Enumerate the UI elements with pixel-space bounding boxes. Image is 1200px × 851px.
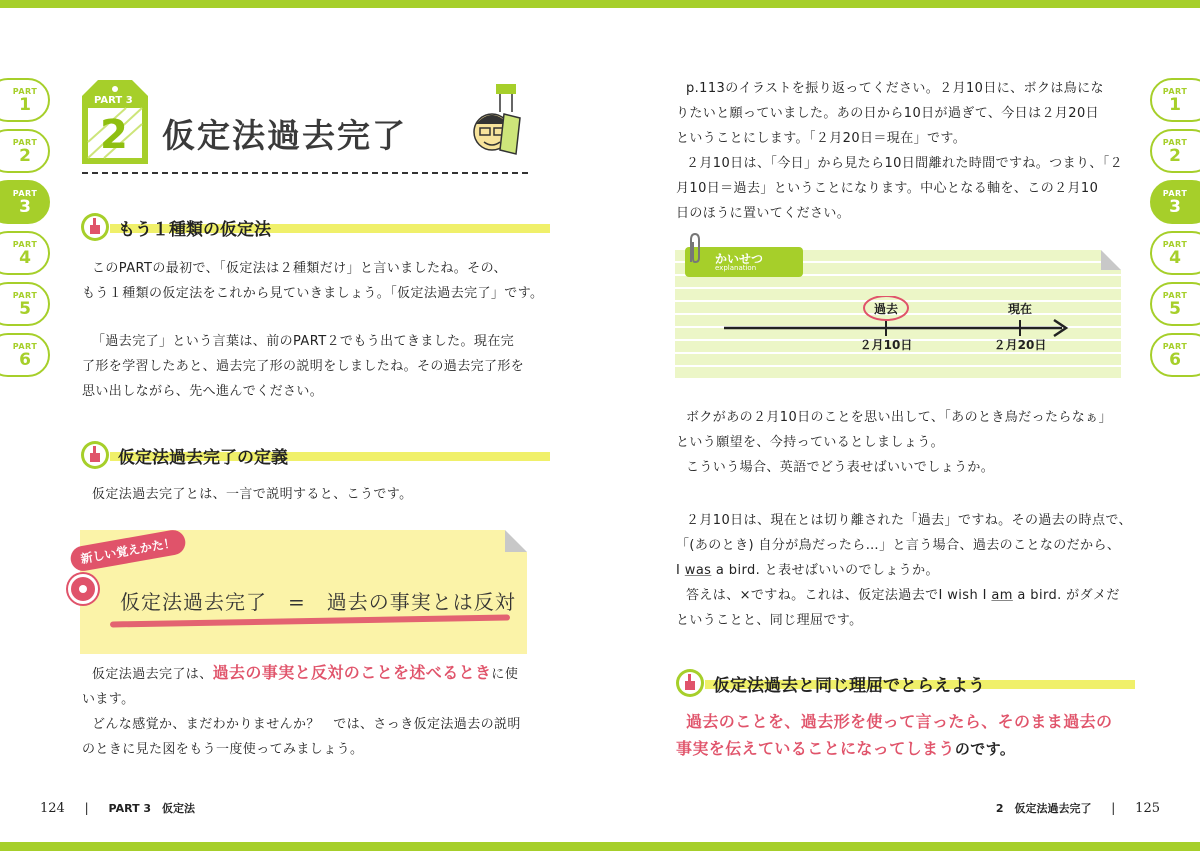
paragraph — [676, 708, 1113, 764]
new-tip-badge: 新しい覚えかた！ — [69, 528, 188, 573]
title-divider — [82, 172, 528, 174]
timeline-now-label: 現在 — [1007, 302, 1033, 316]
emphasis-text: 過去のことを、過去形を使って言ったら、そのまま過去の — [686, 712, 1113, 731]
page-number: 125 — [1135, 801, 1160, 816]
text-line: ということと、同じ理屈です。 — [676, 613, 863, 628]
tab-label: PART — [1162, 137, 1188, 147]
tab-number: 6 — [1169, 349, 1181, 370]
text-line: 月10日＝過去」ということになります。中心となる軸を、この２月10 — [676, 181, 1099, 196]
text-segment: a bird. がダメだ — [1012, 588, 1120, 603]
folded-corner — [505, 530, 527, 552]
tab-number: 4 — [1169, 247, 1181, 268]
memory-tip-box — [80, 530, 527, 654]
tab-part-3[interactable] — [1150, 180, 1200, 224]
text-line: どんな感覚か、まだわかりませんか？ では、さっき仮定法過去の説明 — [92, 717, 521, 732]
text-line — [686, 583, 1132, 608]
tab-part-1[interactable] — [0, 78, 50, 122]
section-number: 2 — [100, 112, 128, 158]
emphasis-text: 事実を伝えていることになってしまう — [676, 739, 955, 758]
explanation-subtitle: explanation — [715, 264, 757, 272]
tab-label: PART — [12, 239, 38, 249]
paragraph — [82, 256, 544, 306]
page-number: 124 — [40, 801, 65, 816]
text-line: p.113のイラストを振り返ってください。２月10日に、ボクは鳥にな — [686, 81, 1104, 96]
top-bar — [0, 0, 1200, 8]
text-line: 仮定法過去完了とは、一言で説明すると、こうです。 — [92, 487, 413, 502]
text-line: という願望を、今持っているとしましょう。 — [676, 435, 945, 450]
heading-same-logic — [675, 668, 985, 698]
timeline-date-1: ２月10日 — [859, 338, 913, 352]
paragraph — [676, 405, 1112, 480]
pointing-hand-icon — [80, 440, 110, 470]
footer-separator: | — [84, 801, 89, 815]
underlined-word: am — [991, 588, 1013, 603]
tab-label: PART — [12, 290, 38, 300]
text-segment: I — [676, 563, 685, 578]
text-line: りたいと願っていました。あの日から10日が過ぎて、今日は２月20日 — [676, 106, 1100, 121]
tab-label: PART — [1162, 290, 1188, 300]
bottom-bar — [0, 842, 1200, 851]
tab-label: PART — [1162, 341, 1188, 351]
paragraph — [676, 76, 1124, 226]
tab-label: PART — [1162, 188, 1188, 198]
footer-label: PART 3 仮定法 — [108, 802, 196, 815]
left-part-tabs — [0, 78, 50, 377]
section-part-label: PART 3 — [94, 95, 133, 106]
tab-number: 2 — [19, 145, 31, 166]
section-title — [82, 80, 528, 176]
text-line: こういう場合、英語でどう表せばいいでしょうか。 — [686, 460, 995, 475]
tab-label: PART — [1162, 239, 1188, 249]
tab-part-4[interactable] — [0, 231, 50, 275]
tab-number: 1 — [19, 94, 31, 115]
paragraph — [82, 329, 525, 404]
timeline-date-2: ２月20日 — [993, 338, 1047, 352]
pointing-hand-icon — [675, 668, 705, 698]
text-segment: a bird. と表せばいいのでしょうか。 — [711, 563, 939, 578]
tip-underline — [110, 615, 510, 628]
footer-label: 2 仮定法過去完了 — [995, 802, 1092, 815]
emphasis-text: 過去の事実と反対のことを述べるとき — [212, 663, 492, 682]
tab-number: 4 — [19, 247, 31, 268]
tab-number: 5 — [19, 298, 31, 319]
text-line: もう１種類の仮定法をこれから見ていきましょう。「仮定法過去完了」です。 — [82, 286, 544, 301]
tip-text: 仮定法過去完了 = 過去の事実とは反対 — [120, 590, 516, 614]
text-line: このPARTの最初で、「仮定法は２種類だけ」と言いましたね。その、 — [92, 261, 507, 276]
tab-number: 6 — [19, 349, 31, 370]
text-line: ということにします。「２月20日＝現在」です。 — [676, 131, 967, 146]
timeline-diagram — [720, 296, 1080, 356]
text-segment: のです。 — [954, 740, 1016, 758]
tab-part-3[interactable] — [0, 180, 50, 224]
explanation-title: かいせつ — [715, 252, 764, 266]
text-line: ２月10日は、現在とは切り離された「過去」ですね。その過去の時点で、 — [686, 513, 1132, 528]
text-line: 了形を学習したあと、過去完了形の説明をしましたね。その過去完了形を — [82, 359, 525, 374]
heading-text: もう１種類の仮定法 — [118, 219, 271, 240]
paragraph — [92, 482, 413, 507]
tab-number: 2 — [1169, 145, 1181, 166]
text-line: 思い出しながら、先へ進んでください。 — [82, 384, 324, 399]
mascot-icon — [470, 84, 526, 164]
underlined-word: was — [684, 563, 712, 578]
tab-label: PART — [12, 188, 38, 198]
text-line: 「過去完了」という言葉は、前のPART２でもう出てきました。現在完 — [92, 334, 515, 349]
tab-label: PART — [1162, 86, 1188, 96]
text-line: 「(あのとき) 自分が鳥だったら…」と言う場合、過去のことなのだから、 — [676, 538, 1121, 553]
text-line: ２月10日は、「今日」から見たら10日間離れた時間ですね。つまり、「２ — [686, 156, 1124, 171]
text-line: います。 — [82, 692, 135, 707]
tab-part-6[interactable] — [0, 333, 50, 377]
pointing-hand-icon — [80, 212, 110, 242]
text-line: のときに見た図をもう一度使ってみましょう。 — [82, 742, 364, 757]
tab-label: PART — [12, 137, 38, 147]
heading-another-subjunctive — [80, 212, 271, 242]
tab-part-6[interactable] — [1150, 333, 1200, 377]
tab-part-5[interactable] — [0, 282, 50, 326]
footer-right — [996, 800, 1160, 816]
heading-text: 仮定法過去と同じ理屈でとらえよう — [713, 675, 985, 696]
text-line — [676, 558, 1132, 583]
footer-separator: | — [1111, 801, 1116, 815]
page-title: 仮定法過去完了 — [162, 116, 407, 155]
tab-label: PART — [12, 86, 38, 96]
tab-part-4[interactable] — [1150, 231, 1200, 275]
paperclip-icon — [687, 232, 703, 266]
right-part-tabs — [1150, 78, 1200, 377]
tab-part-2[interactable] — [0, 129, 50, 173]
text-line — [676, 735, 1112, 764]
tab-number: 1 — [1169, 94, 1181, 115]
tab-part-2[interactable] — [1150, 129, 1200, 173]
text-segment: 仮定法過去完了は、 — [92, 667, 213, 682]
tab-part-5[interactable] — [1150, 282, 1200, 326]
paragraph — [676, 508, 1132, 633]
heading-definition — [80, 440, 288, 470]
text-segment: に使 — [491, 667, 519, 682]
tab-number: 5 — [1169, 298, 1181, 319]
pin-icon — [68, 574, 98, 604]
timeline-past-label: 過去 — [873, 302, 899, 316]
tab-number: 3 — [19, 196, 31, 217]
text-line: ボクがあの２月10日のことを思い出して、「あのとき鳥だったらなぁ」 — [686, 410, 1112, 425]
folded-corner — [1101, 250, 1121, 270]
text-line — [92, 660, 521, 687]
heading-text: 仮定法過去完了の定義 — [118, 447, 288, 468]
tab-number: 3 — [1169, 196, 1181, 217]
tab-part-1[interactable] — [1150, 78, 1200, 122]
footer-left — [40, 800, 195, 816]
text-segment: 答えは、×ですね。これは、仮定法過去でI wish I — [686, 588, 992, 603]
tab-label: PART — [12, 341, 38, 351]
paragraph — [82, 660, 521, 762]
text-line: 日のほうに置いてください。 — [676, 206, 851, 221]
